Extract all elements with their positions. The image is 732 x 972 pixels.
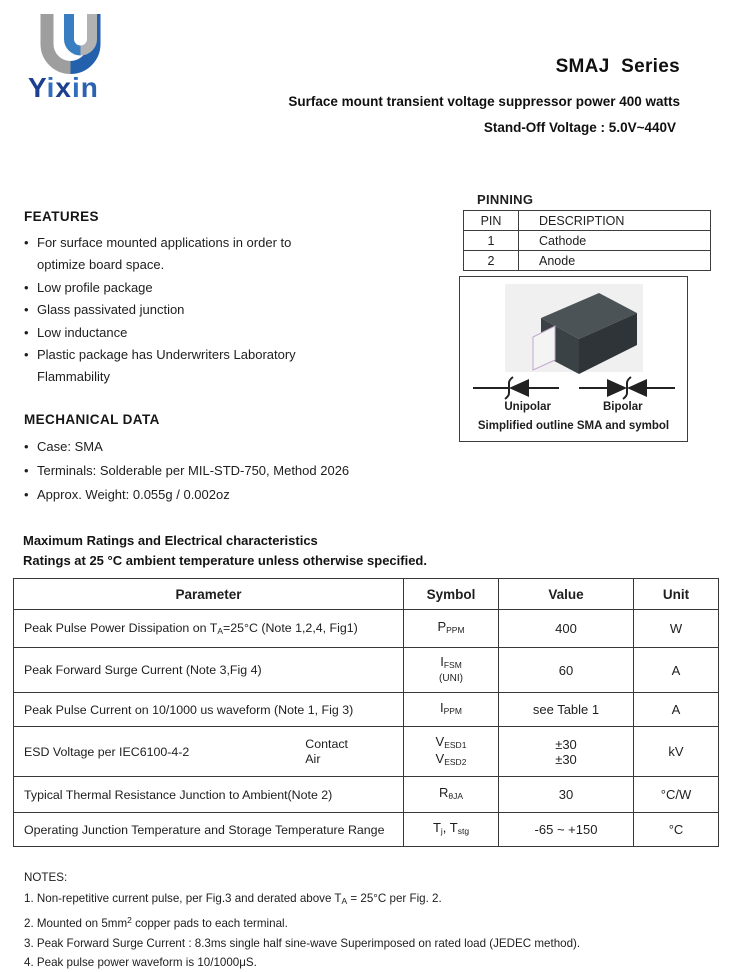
diode-symbols bbox=[460, 374, 687, 402]
feature-line bbox=[24, 277, 444, 299]
subscript-text: θJA bbox=[448, 791, 464, 801]
subscript-text: j bbox=[440, 826, 443, 836]
ratings-row bbox=[14, 727, 719, 777]
value-cell bbox=[499, 610, 634, 648]
subscript-text: A bbox=[341, 896, 348, 906]
symbol-cell bbox=[404, 727, 499, 777]
mechanical-line bbox=[24, 435, 454, 459]
feature-line bbox=[24, 254, 444, 276]
outline-caption: Simplified outline SMA and symbol bbox=[477, 420, 670, 432]
pin-number-cell: 1 bbox=[464, 231, 519, 251]
parameter-content bbox=[24, 703, 403, 717]
parameter-content bbox=[24, 823, 403, 837]
subscript-text: PPM bbox=[443, 706, 463, 716]
text-seg: V bbox=[435, 750, 445, 766]
value-cell bbox=[499, 727, 634, 777]
unipolar-label: Unipolar bbox=[504, 401, 551, 413]
bullet-dot: • bbox=[24, 347, 29, 363]
pinning-col-pin: PIN bbox=[464, 211, 519, 231]
subscript-text: PPM bbox=[446, 625, 465, 635]
bullet-dot bbox=[24, 366, 37, 388]
page-subtitle: Surface mount transient voltage suppressor power 400 watts bbox=[288, 94, 680, 109]
mechanical-line bbox=[24, 483, 454, 507]
feature-text: For surface mounted applications in order to bbox=[37, 235, 292, 250]
features-heading: FEATURES bbox=[24, 209, 99, 224]
package-outline-box bbox=[459, 276, 688, 442]
value-line: 60 bbox=[558, 662, 574, 678]
text-seg: 3. Peak Forward Surge Current : 8.3ms single half sine-wave Superimposed on rated load (JEDEC method). bbox=[24, 936, 581, 950]
features-section bbox=[24, 209, 444, 389]
text-seg: 1. Non-repetitive current pulse, per Fig.3 and derated above T bbox=[24, 892, 342, 905]
ratings-row bbox=[14, 648, 719, 693]
mechanical-section bbox=[24, 412, 454, 507]
side-label: Air bbox=[305, 751, 321, 766]
value-line: see Table 1 bbox=[532, 702, 600, 717]
bullet-dot: • bbox=[24, 463, 29, 478]
text-seg: T bbox=[432, 820, 441, 835]
symbol-line bbox=[404, 701, 498, 718]
col-unit: Unit bbox=[634, 579, 719, 610]
ratings-row bbox=[14, 610, 719, 648]
parameter-cell bbox=[14, 727, 404, 777]
parameter-content bbox=[24, 663, 403, 677]
value-line: ±30 bbox=[555, 751, 577, 767]
symbol-cell bbox=[404, 813, 499, 847]
pin-description-cell: Anode bbox=[519, 251, 711, 271]
bipolar-diode-icon bbox=[577, 374, 677, 402]
text-seg: Peak Pulse Power Dissipation on T bbox=[24, 621, 218, 635]
symbol-cell bbox=[404, 648, 499, 693]
col-symbol: Symbol bbox=[404, 579, 499, 610]
value-line: -65 ~ +150 bbox=[534, 822, 598, 837]
logo-letter: x bbox=[55, 72, 72, 103]
text-seg: R bbox=[438, 785, 449, 800]
ratings-header-row bbox=[14, 579, 719, 610]
value-line: 400 bbox=[555, 621, 577, 636]
symbol-cell bbox=[404, 693, 499, 727]
text-seg: , T bbox=[442, 820, 458, 835]
pinning-col-description: DESCRIPTION bbox=[519, 211, 711, 231]
parameter-cell bbox=[14, 610, 404, 648]
col-parameter: Parameter bbox=[14, 579, 404, 610]
note-line bbox=[24, 934, 684, 953]
text-seg: I bbox=[439, 700, 444, 715]
note-line bbox=[24, 953, 684, 972]
bullet-dot: • bbox=[24, 235, 29, 250]
feature-text: Low profile package bbox=[37, 279, 153, 295]
bullet-dot: • bbox=[24, 302, 29, 318]
ratings-title-line1: Maximum Ratings and Electrical characteristics bbox=[23, 533, 318, 548]
ratings-row bbox=[14, 813, 719, 847]
sma-package-image bbox=[499, 282, 649, 376]
note-line bbox=[24, 911, 684, 933]
text-seg: Peak Pulse Current on 10/1000 us waveform (Note 1, Fig 3) bbox=[24, 702, 354, 717]
unit-cell: °C/W bbox=[634, 777, 719, 813]
features-list bbox=[24, 232, 444, 389]
pin-description-cell: Cathode bbox=[519, 231, 711, 251]
feature-line bbox=[24, 322, 444, 344]
unit-cell: W bbox=[634, 610, 719, 648]
mechanical-text: Case: SMA bbox=[37, 439, 103, 454]
parameter-text bbox=[24, 621, 358, 636]
ratings-title-line2: Ratings at 25 °C ambient temperature unless otherwise specified. bbox=[23, 553, 427, 568]
value-cell bbox=[499, 813, 634, 847]
pinning-header-row bbox=[464, 211, 711, 231]
feature-line bbox=[24, 299, 444, 321]
subscript-text: ESD1 bbox=[444, 739, 467, 750]
mechanical-list bbox=[24, 435, 454, 507]
feature-text: optimize board space. bbox=[37, 257, 165, 273]
logo-letter: i bbox=[72, 72, 81, 103]
mechanical-text: Approx. Weight: 0.055g / 0.002oz bbox=[37, 487, 230, 502]
col-value: Value bbox=[499, 579, 634, 610]
ratings-heading bbox=[23, 531, 427, 571]
symbol-line bbox=[404, 735, 498, 752]
parameter-text bbox=[24, 745, 189, 759]
text-seg: ESD Voltage per IEC6100-4-2 bbox=[24, 744, 190, 759]
feature-text: Low inductance bbox=[37, 324, 128, 340]
unit-cell: °C bbox=[634, 813, 719, 847]
logo-letter: Y bbox=[28, 72, 47, 103]
logo-text bbox=[28, 74, 158, 102]
pinning-row bbox=[464, 251, 711, 271]
value-cell bbox=[499, 648, 634, 693]
value-cell bbox=[499, 777, 634, 813]
subscript-text: ESD2 bbox=[444, 756, 467, 767]
parameter-text bbox=[24, 823, 384, 837]
bullet-dot: • bbox=[24, 487, 29, 502]
ratings-row bbox=[14, 777, 719, 813]
logo-u-icon bbox=[32, 12, 116, 76]
parameter-cell bbox=[14, 777, 404, 813]
unit-cell: A bbox=[634, 693, 719, 727]
bullet-dot: • bbox=[24, 439, 29, 454]
symbol-line bbox=[404, 786, 498, 803]
unipolar-diode-icon bbox=[471, 374, 561, 402]
symbol-line bbox=[404, 655, 498, 672]
parameter-content bbox=[24, 788, 403, 802]
subscript-text: stg bbox=[457, 826, 470, 836]
bipolar-label: Bipolar bbox=[603, 401, 643, 413]
logo-letter: n bbox=[80, 72, 99, 103]
parameter-cell bbox=[14, 813, 404, 847]
text-seg: copper pads to each terminal. bbox=[131, 917, 288, 931]
text-seg: (UNI) bbox=[439, 672, 463, 684]
pinning-table bbox=[463, 210, 711, 271]
parameter-text bbox=[24, 788, 332, 802]
symbol-line bbox=[404, 672, 498, 686]
company-logo bbox=[28, 12, 158, 102]
note-line bbox=[24, 889, 684, 911]
parameter-cell bbox=[14, 648, 404, 693]
side-label: Contact bbox=[305, 736, 348, 751]
symbol-line bbox=[404, 752, 498, 769]
subscript-text: A bbox=[217, 626, 223, 636]
bullet-dot: • bbox=[24, 324, 29, 340]
parameter-text bbox=[24, 703, 353, 717]
text-seg: = 25°C per Fig. 2. bbox=[347, 892, 442, 905]
subscript-text: FSM bbox=[443, 659, 462, 670]
bullet-dot bbox=[24, 254, 37, 276]
symbol-cell bbox=[404, 610, 499, 648]
text-seg: =25°C (Note 1,2,4, Fig1) bbox=[222, 621, 358, 635]
text-seg: Typical Thermal Resistance Junction to Ambient(Note 2) bbox=[24, 787, 333, 802]
value-line: 30 bbox=[558, 787, 574, 802]
mechanical-heading: MECHANICAL DATA bbox=[24, 412, 160, 427]
symbol-line bbox=[404, 821, 498, 838]
feature-line bbox=[24, 232, 444, 254]
logo-letter: i bbox=[46, 72, 56, 103]
text-seg: I bbox=[440, 653, 444, 669]
diode-labels bbox=[460, 401, 687, 413]
unit-cell: A bbox=[634, 648, 719, 693]
pinning-heading: PINNING bbox=[477, 192, 534, 207]
pinning-row bbox=[464, 231, 711, 251]
feature-text: Flammability bbox=[37, 369, 110, 385]
ratings-row bbox=[14, 693, 719, 727]
notes-section bbox=[24, 871, 684, 972]
text-seg: 4. Peak pulse power waveform is 10/1000μS. bbox=[24, 955, 257, 969]
pin-number-cell: 2 bbox=[464, 251, 519, 271]
mechanical-text: Terminals: Solderable per MIL-STD-750, Method 2026 bbox=[37, 463, 350, 478]
parameter-side-labels bbox=[305, 737, 348, 767]
superscript-text: 2 bbox=[127, 915, 132, 926]
text-seg: V bbox=[435, 733, 445, 749]
text-seg: 2. Mounted on 5mm bbox=[24, 917, 128, 931]
feature-text: Glass passivated junction bbox=[37, 302, 185, 318]
symbol-cell bbox=[404, 777, 499, 813]
value-line: ±30 bbox=[555, 736, 577, 752]
mechanical-line bbox=[24, 459, 454, 483]
parameter-content bbox=[24, 737, 403, 767]
parameter-text bbox=[24, 663, 262, 677]
feature-line bbox=[24, 366, 444, 388]
page-title: SMAJ Series bbox=[555, 56, 680, 77]
symbol-line bbox=[404, 620, 498, 637]
parameter-cell bbox=[14, 693, 404, 727]
feature-line bbox=[24, 344, 444, 366]
feature-text: Plastic package has Underwriters Laboratory bbox=[37, 347, 296, 363]
standoff-voltage: Stand-Off Voltage : 5.0V~440V bbox=[483, 120, 676, 135]
unit-cell: kV bbox=[634, 727, 719, 777]
bullet-dot: • bbox=[24, 279, 29, 295]
notes-list bbox=[24, 889, 684, 972]
ratings-table bbox=[13, 578, 719, 847]
notes-heading: NOTES: bbox=[24, 871, 68, 884]
text-seg: Operating Junction Temperature and Storage Temperature Range bbox=[24, 822, 385, 837]
parameter-content bbox=[24, 621, 403, 636]
text-seg: Peak Forward Surge Current (Note 3,Fig 4) bbox=[24, 663, 262, 677]
value-cell bbox=[499, 693, 634, 727]
text-seg: P bbox=[437, 619, 447, 634]
